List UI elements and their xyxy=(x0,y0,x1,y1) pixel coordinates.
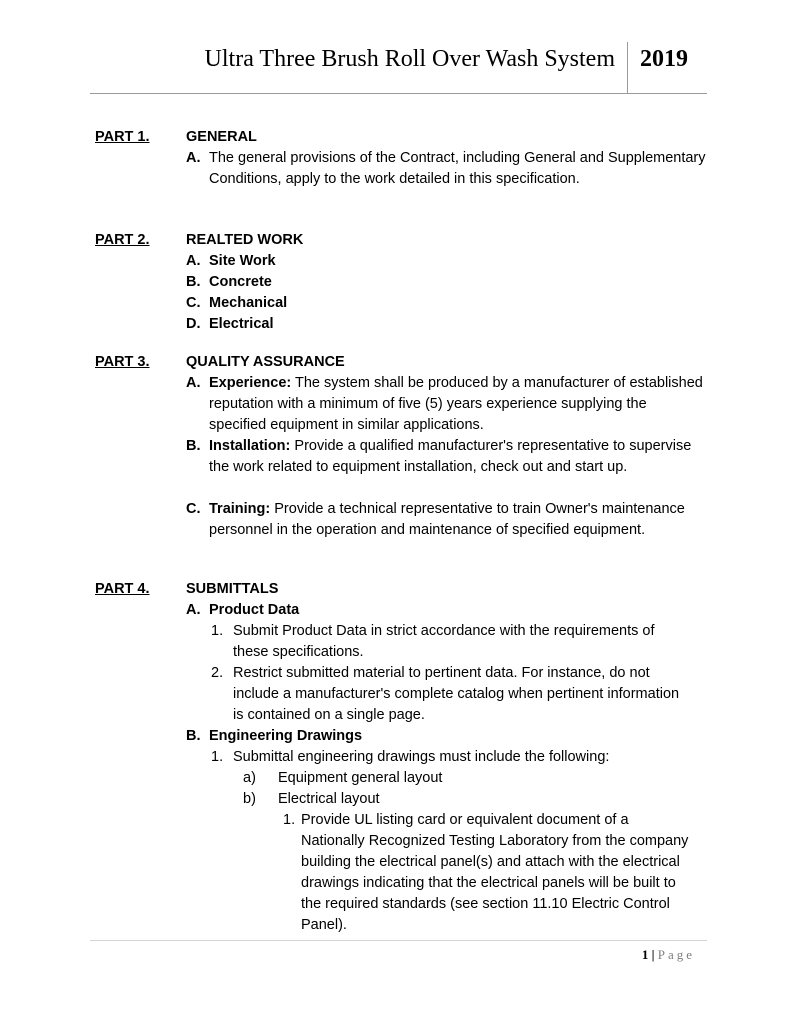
item-text: Site Work xyxy=(209,253,276,269)
item-text: Electrical xyxy=(209,316,274,332)
item-text: Mechanical xyxy=(209,295,288,311)
page-separator: | xyxy=(651,947,655,962)
item-text: Provide a qualified manufacturer's representative to supervise the work related to equipment installation, check out and start up. xyxy=(209,438,692,475)
page-number: 1 xyxy=(641,947,649,962)
item-letter: C. xyxy=(186,295,201,311)
list-item xyxy=(186,499,706,541)
list-item xyxy=(186,293,706,314)
part-title: SUBMITTALS xyxy=(186,581,279,597)
item-number: 1. xyxy=(283,812,296,828)
footer-rule xyxy=(90,940,707,941)
list-item xyxy=(186,373,706,436)
numbered-item xyxy=(209,663,689,726)
item-letter: A. xyxy=(186,253,201,269)
item-letter: C. xyxy=(186,501,201,517)
header-divider xyxy=(627,42,628,94)
document-title: Ultra Three Brush Roll Over Wash System xyxy=(204,46,615,72)
part-title: REALTED WORK xyxy=(186,232,304,248)
item-body xyxy=(209,373,706,436)
item-text: Submittal engineering drawings must include the following: xyxy=(233,749,610,765)
list-item xyxy=(186,726,706,747)
item-body xyxy=(209,436,706,478)
list-item xyxy=(186,272,706,293)
item-body xyxy=(209,499,706,541)
item-letter: B. xyxy=(186,728,201,744)
list-item xyxy=(186,314,706,335)
header-rule xyxy=(90,93,707,94)
part-number: PART 4. xyxy=(95,581,150,597)
item-number: 1. xyxy=(211,749,224,765)
lettered-subitem xyxy=(243,789,683,810)
nested-numbered-item xyxy=(281,810,691,936)
item-text: Engineering Drawings xyxy=(209,728,363,744)
item-letter: A. xyxy=(186,375,201,391)
item-letter: B. xyxy=(186,274,201,290)
part-number: PART 1. xyxy=(95,129,150,145)
item-text: Concrete xyxy=(209,274,272,290)
item-text: Submit Product Data in strict accordance with the requirements of these specifications. xyxy=(233,623,655,660)
part-number: PART 2. xyxy=(95,232,150,248)
item-letter: B. xyxy=(186,438,201,454)
item-text: Provide a technical representative to train Owner's maintenance personnel in the operation and maintenance of specified equipment. xyxy=(209,501,685,538)
numbered-item xyxy=(209,747,689,768)
list-item xyxy=(186,600,706,621)
part-number: PART 3. xyxy=(95,354,150,370)
list-item xyxy=(186,436,706,478)
item-letter: D. xyxy=(186,316,201,332)
item-letter: A. xyxy=(186,602,201,618)
subitem-letter: b) xyxy=(243,791,256,807)
item-letter: A. xyxy=(186,150,201,166)
item-label: Experience: xyxy=(209,375,292,391)
item-label: Installation: xyxy=(209,438,291,454)
list-item xyxy=(186,251,706,272)
document-year: 2019 xyxy=(640,46,688,72)
item-label: Training: xyxy=(209,501,271,517)
item-text: Provide UL listing card or equivalent document of a Nationally Recognized Testing Laboratory from the company building the electrical panel(s) and attach with the electrical drawings indicating that the electrical panels will be built to the required standards (see section 11.10 Electric Control Panel). xyxy=(301,812,689,933)
item-text: Restrict submitted material to pertinent data. For instance, do not include a manufacturer's complete catalog when pertinent information is contained on a single page. xyxy=(233,665,680,723)
page-footer xyxy=(642,947,695,963)
numbered-item xyxy=(209,621,689,663)
item-text: The system shall be produced by a manufacturer of established reputation with a minimum of five (5) years experience supplying the specified equipment in similar applications. xyxy=(209,375,703,433)
item-text: The general provisions of the Contract, including General and Supplementary Conditions, apply to the work detailed in this specification. xyxy=(209,150,706,187)
part-title: GENERAL xyxy=(186,129,257,145)
item-text: Product Data xyxy=(209,602,300,618)
item-number: 2. xyxy=(211,665,224,681)
lettered-subitem xyxy=(243,768,683,789)
list-item xyxy=(186,148,706,190)
subitem-letter: a) xyxy=(243,770,256,786)
part-title: QUALITY ASSURANCE xyxy=(186,354,345,370)
subitem-text: Electrical layout xyxy=(278,791,380,807)
subitem-text: Equipment general layout xyxy=(278,770,443,786)
page-label: Page xyxy=(657,947,695,962)
item-number: 1. xyxy=(211,623,224,639)
